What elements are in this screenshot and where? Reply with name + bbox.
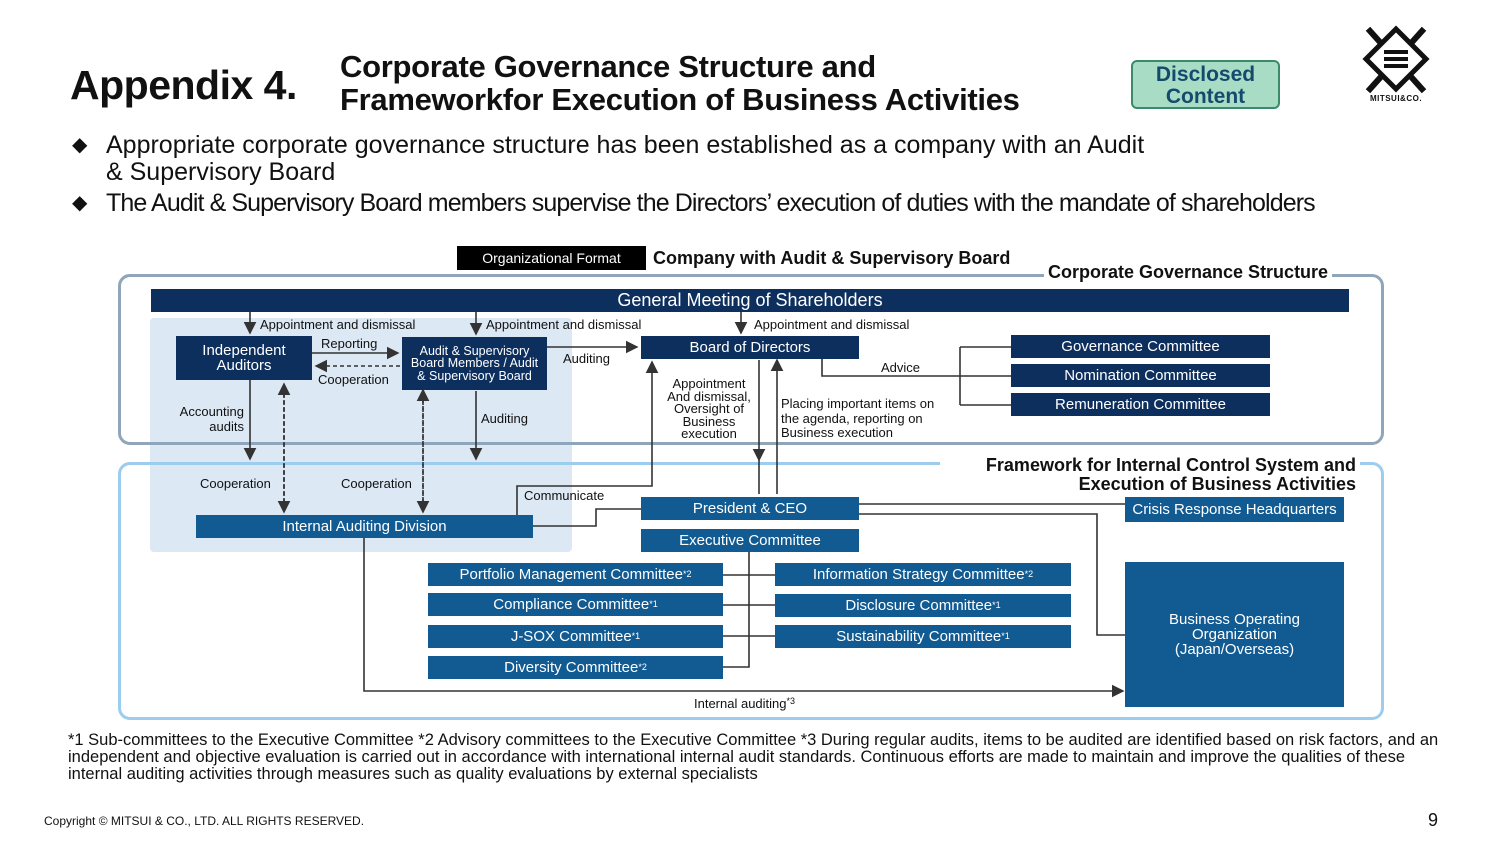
internal-auditing-division-box: Internal Auditing Division	[196, 515, 533, 538]
badge-line-1: Disclosed	[1155, 63, 1256, 86]
footnote-text: *1 Sub-committees to the Executive Committee *2 Advisory committees to the Executive Committee *3 During regular audits, items to be audited are identified based on risk factors, and an independent and objective evaluation is carried out in accordance with international internal audit standards. Continuous efforts are made to maintain and improve the qualities of these internal auditing activities through measures such as quality evaluations by external specialists	[68, 731, 1439, 783]
independent-auditors-line-1: Independent	[202, 342, 286, 359]
independent-auditors-line-2: Auditors	[216, 357, 272, 374]
cooperation-label-mid: Cooperation	[341, 476, 412, 491]
committee-name: Disclosure Committee	[845, 597, 993, 614]
bullet-2-text: The Audit & Supervisory Board members supervise the Directors’ execution of duties with the mandate of shareholders	[106, 189, 1315, 217]
diamond-bullet-icon: ◆	[72, 192, 87, 214]
compliance-committee-box	[428, 593, 723, 616]
auditing-label-1: Auditing	[563, 351, 610, 366]
business-operating-org-box	[1125, 562, 1344, 707]
communicate-label: Communicate	[524, 488, 605, 503]
placing-line-2: the agenda, reporting on	[781, 410, 923, 426]
internal-title-line-1: Framework for Internal Control System and	[985, 455, 1356, 475]
audit-supervisory-board-box	[402, 337, 547, 390]
internal-auditing-text: Internal auditing	[694, 696, 787, 711]
internal-auditing-label	[694, 697, 795, 710]
org-format-value: Company with Audit & Supervisory Board	[653, 248, 1011, 268]
portfolio-management-committee-box	[428, 563, 723, 586]
title-line-2: Frameworkfor Execution of Business Activities	[340, 82, 1020, 117]
placing-line-3: Business execution	[781, 425, 894, 440]
information-strategy-committee-box	[775, 563, 1071, 586]
committee-name: Sustainability Committee	[836, 628, 1002, 645]
appointment-oversight-label	[664, 378, 754, 441]
cooperation-label-top: Cooperation	[318, 372, 389, 387]
oversight-line-4: Business	[682, 413, 736, 429]
committee-name: Diversity Committee	[504, 659, 639, 676]
internal-auditing-footnote-mark: *3	[786, 696, 796, 706]
bizorg-line-2: Organization	[1191, 626, 1278, 643]
governance-committee-box: Governance Committee	[1011, 335, 1270, 358]
internal-frame-title	[940, 456, 1360, 494]
independent-auditors-box	[176, 336, 312, 380]
title-line-1: Corporate Governance Structure and	[340, 49, 876, 84]
copyright: Copyright © MITSUI & CO., LTD. ALL RIGHTS RESERVED.	[44, 814, 365, 828]
page-title	[340, 50, 1020, 116]
badge-line-2: Content	[1165, 85, 1246, 108]
bullet-1-line-2: & Supervisory Board	[106, 158, 336, 186]
general-meeting-box: General Meeting of Shareholders	[151, 289, 1349, 312]
advice-label: Advice	[881, 360, 921, 375]
committee-footnote-mark: *1	[631, 631, 641, 641]
accounting-line-1: Accounting	[179, 404, 244, 419]
committee-name: Information Strategy Committee	[812, 566, 1025, 583]
appointment-label-2: Appointment and dismissal	[486, 317, 642, 332]
governance-frame-title: Corporate Governance Structure	[1044, 263, 1332, 282]
nomination-committee-box: Nomination Committee	[1011, 364, 1270, 387]
auditing-label-2: Auditing	[481, 411, 528, 426]
remuneration-committee-box: Remuneration Committee	[1011, 393, 1270, 416]
disclosure-committee-box	[775, 594, 1071, 617]
committee-name: Portfolio Management Committee	[459, 566, 683, 583]
committee-footnote-mark: *1	[1001, 631, 1010, 641]
asb-line-3: & Supervisory Board	[417, 368, 532, 383]
diversity-committee-box	[428, 656, 723, 679]
committee-footnote-mark: *2	[1024, 569, 1034, 579]
cooperation-label-left: Cooperation	[200, 476, 271, 491]
disclosed-badge	[1131, 60, 1280, 109]
jsox-committee-box	[428, 625, 723, 648]
appointment-label-1: Appointment and dismissal	[260, 317, 416, 332]
asb-line-2: Board Members / Audit	[410, 356, 539, 371]
accounting-line-2: audits	[209, 419, 244, 434]
logo-text: MITSUI&CO.	[1369, 94, 1423, 103]
bullet-1-line-1: Appropriate corporate governance structure has been established as a company with an Audit	[106, 131, 1145, 159]
president-ceo-box: President & CEO	[641, 497, 859, 520]
executive-committee-box: Executive Committee	[641, 529, 859, 552]
asb-line-1: Audit & Supervisory	[419, 343, 530, 358]
bullet-2	[72, 190, 1492, 217]
bullet-1	[72, 132, 1302, 186]
diamond-bullet-icon: ◆	[72, 134, 88, 156]
org-format-label: Organizational Format	[457, 246, 646, 270]
accounting-audits-label	[172, 404, 244, 434]
committee-footnote-mark: *2	[638, 662, 647, 672]
bizorg-line-1: Business Operating	[1169, 611, 1300, 628]
committee-footnote-mark: *2	[682, 569, 692, 579]
oversight-line-2: And dismissal,	[667, 388, 751, 404]
oversight-line-3: Oversight of	[673, 401, 745, 416]
sustainability-committee-box	[775, 625, 1071, 648]
committee-name: J-SOX Committee	[510, 628, 632, 645]
bizorg-line-3: (Japan/Overseas)	[1174, 641, 1295, 658]
appointment-label-3: Appointment and dismissal	[754, 317, 910, 332]
oversight-line-5: execution	[681, 426, 737, 441]
page-number: 9	[1428, 810, 1439, 830]
placing-line-1: Placing important items on	[781, 396, 935, 411]
reporting-label: Reporting	[321, 336, 378, 351]
oversight-line-1: Appointment	[672, 376, 746, 391]
crisis-response-box: Crisis Response Headquarters	[1125, 497, 1344, 522]
internal-title-line-2: Execution of Business Activities	[1078, 474, 1356, 494]
committee-footnote-mark: *1	[992, 600, 1001, 610]
board-of-directors-box: Board of Directors	[641, 336, 859, 359]
committee-footnote-mark: *1	[649, 599, 658, 609]
appendix-label: Appendix 4.	[70, 62, 297, 108]
placing-items-label	[781, 397, 934, 441]
committee-name: Compliance Committee	[493, 596, 650, 613]
